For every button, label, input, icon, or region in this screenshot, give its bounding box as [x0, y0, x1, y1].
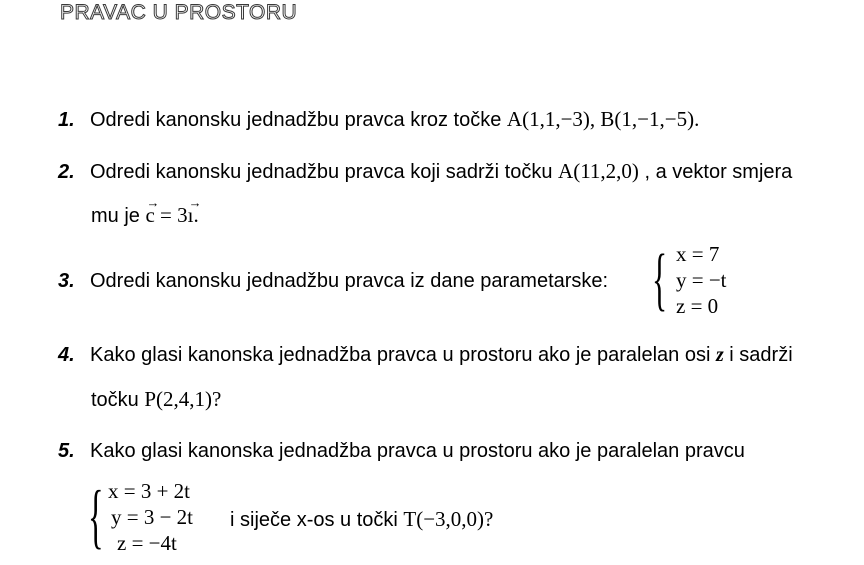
axis-label: z	[715, 344, 724, 366]
problem-math: P(2,4,1)?	[144, 387, 222, 411]
system-line: y = 3 − 2t	[111, 505, 194, 529]
problem-text: Kako glasi kanonska jednadžba pravca u prostoru ako je paralelan pravcu	[90, 440, 745, 462]
problem-math: T(−3,0,0)?	[403, 507, 494, 531]
system-line: y = −t	[676, 268, 727, 292]
equation: = 3	[154, 203, 188, 227]
parametric-system	[108, 478, 193, 556]
system-line: z = 0	[676, 294, 719, 318]
problem-5	[58, 438, 745, 464]
parametric-system	[676, 241, 727, 319]
problem-number: 2.	[58, 161, 75, 183]
problem-text: Odredi kanonsku jednadžbu pravca kroz točke	[90, 109, 507, 131]
period: .	[193, 203, 199, 227]
system-line: z = −4t	[117, 531, 177, 555]
problem-text: Odredi kanonsku jednadžbu pravca koji sadrži točku	[90, 161, 559, 183]
system-line: x = 7	[676, 242, 720, 266]
problem-math: A(1,1,−3), B(1,−1,−5).	[506, 107, 700, 131]
brace: {	[88, 476, 104, 556]
problem-text: Odredi kanonsku jednadžbu pravca iz dane parametarske:	[90, 270, 609, 292]
vector-c: c →	[145, 202, 154, 228]
problem-5-tail	[230, 506, 493, 533]
brace: {	[652, 241, 668, 318]
problem-2-line-2	[91, 202, 199, 229]
problem-text: i siječe x-os u točki	[230, 509, 404, 531]
problem-number: 3.	[58, 270, 75, 292]
problem-1	[58, 106, 699, 133]
problem-text-continued: i sadrži	[723, 344, 793, 366]
problem-4	[58, 342, 793, 368]
problem-text: Kako glasi kanonska jednadžba pravca u prostoru ako je paralelan osi	[90, 344, 716, 366]
problem-number: 4.	[58, 344, 75, 366]
problem-number: 5.	[58, 440, 75, 462]
page-title: PRAVAC U PROSTORU	[60, 1, 298, 24]
problem-text: točku	[91, 389, 145, 411]
problem-4-line-2	[91, 386, 221, 413]
problem-text: mu je	[91, 205, 146, 227]
system-line: x = 3 + 2t	[108, 479, 191, 503]
problem-math: A(11,2,0)	[558, 159, 639, 183]
problem-number: 1.	[58, 109, 75, 131]
problem-text-continued: , a vektor smjera	[638, 161, 793, 183]
problem-2	[58, 158, 792, 185]
vector-i: ı →	[188, 202, 194, 228]
problem-3	[58, 268, 608, 294]
